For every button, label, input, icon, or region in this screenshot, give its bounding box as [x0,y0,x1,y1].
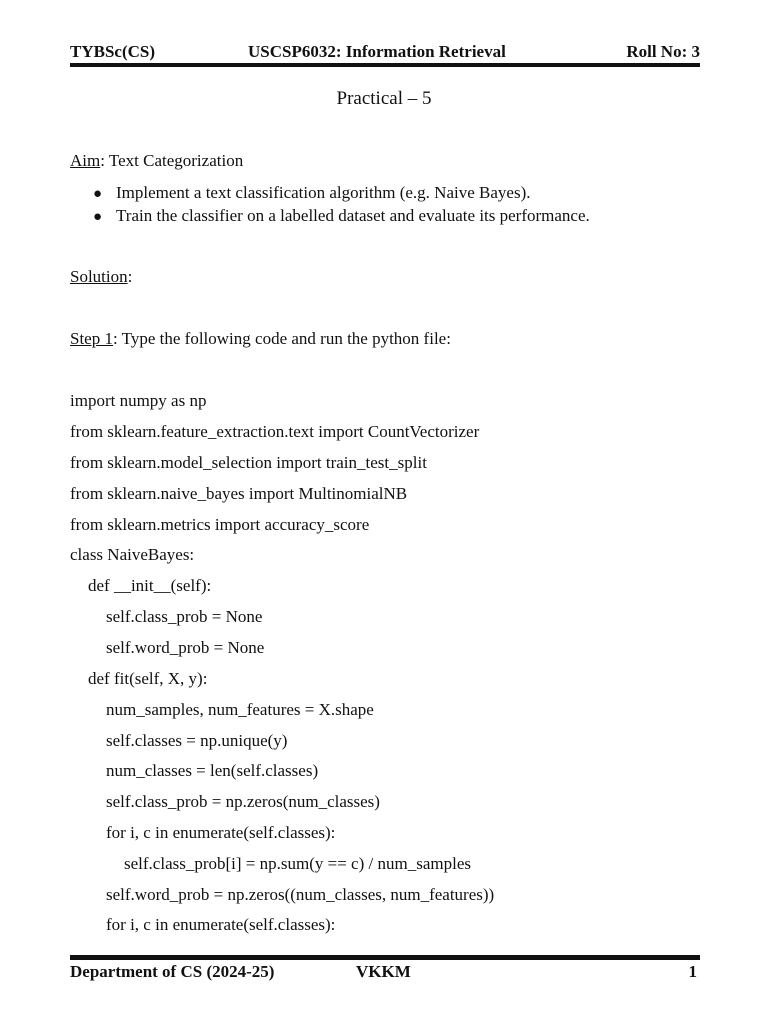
code-line: num_samples, num_features = X.shape [106,700,374,719]
code-line: self.class_prob[i] = np.sum(y == c) / num_samples [124,854,471,873]
header-subject: USCSP6032: Information Retrieval [248,42,506,61]
code-line: def __init__(self): [88,576,212,595]
footer-college: VKKM [356,962,411,981]
code-line: self.class_prob = None [106,607,263,626]
code-line: from sklearn.feature_extraction.text import CountVectorizer [70,422,480,441]
code-line: self.class_prob = np.zeros(num_classes) [106,792,380,811]
solution-suffix: : [127,267,133,286]
header-roll-no: Roll No: 3 [626,42,700,61]
code-line: for i, c in enumerate(self.classes): [106,915,336,934]
step1-line [70,329,451,349]
aim-line [70,151,243,171]
solution-heading [70,267,132,287]
page-title: Practical – 5 [336,88,432,109]
code-line: self.classes = np.unique(y) [106,731,288,750]
code-line: class NaiveBayes: [70,545,195,564]
bullet-icon: ● [93,209,103,225]
code-line: from sklearn.metrics import accuracy_score [70,515,370,534]
aim-bullet-1: Implement a text classification algorithm (e.g. Naive Bayes). [116,183,531,202]
aim-bullet-2: Train the classifier on a labelled dataset and evaluate its performance. [116,206,590,225]
page-header [70,40,700,64]
footer-divider [70,955,700,960]
code-line: self.word_prob = np.zeros((num_classes, num_features)) [106,885,495,904]
code-line: self.word_prob = None [106,638,265,657]
solution-label: Solution [70,267,128,286]
bullet-icon: ● [93,186,103,202]
footer-department: Department of CS (2024-25) [70,962,275,981]
header-divider [70,63,700,67]
step1-text: : Type the following code and run the python file: [112,329,451,348]
code-line: num_classes = len(self.classes) [106,761,319,780]
code-line: import numpy as np [70,391,207,410]
header-course: TYBSc(CS) [70,42,156,61]
code-line: from sklearn.naive_bayes import MultinomialNB [70,484,408,503]
page-number: 1 [688,962,697,981]
step1-label: Step 1 [70,329,113,348]
aim-label: Aim [70,151,101,170]
code-line: for i, c in enumerate(self.classes): [106,823,336,842]
code-line: def fit(self, X, y): [88,669,208,688]
code-line: from sklearn.model_selection import train_test_split [70,453,427,472]
aim-text: : Text Categorization [100,151,244,170]
